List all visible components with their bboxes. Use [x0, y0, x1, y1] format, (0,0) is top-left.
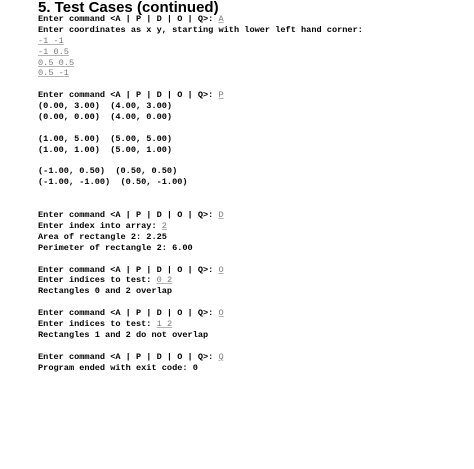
user-input: O	[218, 264, 224, 275]
index-prompt: Enter index into array:	[38, 220, 162, 231]
user-input: 0.5 -1	[38, 68, 69, 79]
command-line-print	[38, 90, 468, 101]
command-line-overlap	[38, 265, 468, 276]
command-prompt: Enter command <A | P | D | O | Q>:	[38, 210, 219, 221]
coordinates-prompt: Enter coordinates as x y, starting with lower left hand corner:	[38, 24, 363, 35]
rectangle-bottom-corners: (-1.00, -1.00) (0.50, -1.00)	[38, 177, 188, 188]
coordinate-entry	[38, 58, 468, 69]
section-heading: 5. Test Cases (continued)	[38, 0, 219, 16]
rectangle-top-corners: (0.00, 3.00) (4.00, 3.00)	[38, 101, 173, 112]
command-prompt: Enter command <A | P | D | O | Q>:	[38, 14, 219, 24]
command-line-add	[38, 14, 468, 25]
command-prompt: Enter command <A | P | D | O | Q>:	[38, 264, 219, 275]
coordinate-entry	[38, 68, 468, 79]
user-input: 0.5 0.5	[38, 57, 75, 68]
rectangle-top-corners: (1.00, 5.00) (5.00, 5.00)	[38, 133, 173, 144]
command-line-quit	[38, 352, 468, 363]
command-prompt: Enter command <A | P | D | O | Q>:	[38, 308, 219, 319]
rectangle-bottom-corners: (0.00, 0.00) (4.00, 0.00)	[38, 112, 173, 123]
overlap-result: Rectangles 1 and 2 do not overlap	[38, 329, 209, 340]
exit-message: Program ended with exit code: 0	[38, 362, 198, 373]
user-input: D	[218, 210, 224, 221]
user-input: 2	[161, 220, 167, 231]
index-prompt-line	[38, 221, 468, 232]
coordinate-entry	[38, 36, 468, 47]
user-input: 0 2	[156, 275, 173, 286]
user-input: P	[218, 90, 224, 101]
command-prompt: Enter command <A | P | D | O | Q>:	[38, 351, 219, 362]
coordinate-entry	[38, 47, 468, 58]
user-input: A	[218, 14, 224, 24]
area-output: Area of rectangle 2: 2.25	[38, 231, 167, 242]
user-input: -1 -1	[38, 35, 64, 46]
command-line-overlap	[38, 308, 468, 319]
indices-prompt-line	[38, 275, 468, 286]
indices-prompt-line	[38, 319, 468, 330]
perimeter-output: Perimeter of rectangle 2: 6.00	[38, 242, 193, 253]
rectangle-top-corners: (-1.00, 0.50) (0.50, 0.50)	[38, 166, 178, 177]
rectangle-bottom-corners: (1.00, 1.00) (5.00, 1.00)	[38, 144, 173, 155]
user-input: 1 2	[156, 318, 173, 329]
command-prompt: Enter command <A | P | D | O | Q>:	[38, 90, 219, 101]
user-input: O	[218, 308, 224, 319]
console-transcript	[38, 14, 468, 373]
user-input: Q	[218, 351, 224, 362]
overlap-result: Rectangles 0 and 2 overlap	[38, 286, 173, 297]
indices-prompt: Enter indices to test:	[38, 318, 157, 329]
user-input: -1 0.5	[38, 46, 69, 57]
command-line-display	[38, 210, 468, 221]
indices-prompt: Enter indices to test:	[38, 275, 157, 286]
